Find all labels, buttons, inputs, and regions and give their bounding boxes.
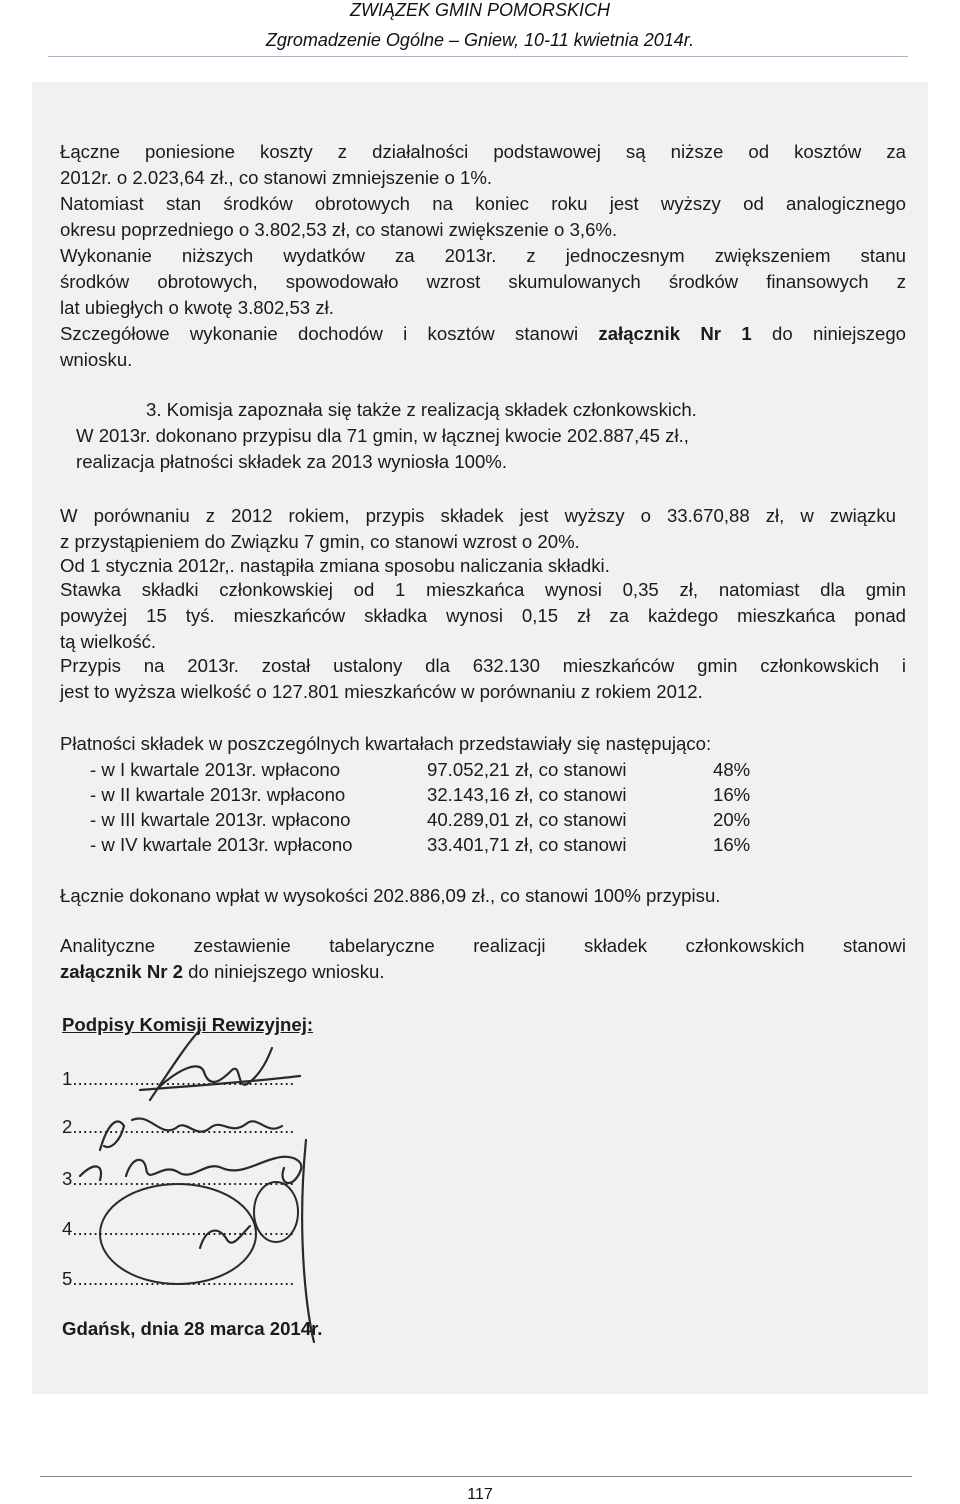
- payment-share: 16%: [713, 784, 751, 805]
- paragraph-text: Natomiast stan środków obrotowych na koniec roku jest wyższy od analogicznego: [60, 193, 906, 214]
- signature-2: [100, 1118, 282, 1150]
- paragraph-text: środków obrotowych, spowodowało wzrost skumulowanych środków finansowych z: [60, 271, 906, 292]
- paragraph-text: wniosku.: [60, 349, 133, 370]
- header-meeting: Zgromadzenie Ogólne – Gniew, 10-11 kwietnia 2014r.: [265, 30, 695, 50]
- paragraph-text: Przypis na 2013r. został ustalony dla 632.130 mieszkańców gmin członkowskich i: [60, 655, 906, 676]
- signatures-heading: Podpisy Komisji Rewizyjnej:: [62, 1014, 314, 1035]
- annex-reference: załącznik Nr 1: [598, 323, 752, 344]
- place-date: Gdańsk, dnia 28 marca 2014r.: [62, 1318, 323, 1339]
- paragraph-text: Łączne poniesione koszty z działalności podstawowej są niższe od kosztów za: [60, 141, 906, 162]
- paragraph-text: załącznik Nr 2 do niniejszego wniosku.: [60, 961, 385, 982]
- header-organization: ZWIĄZEK GMIN POMORSKICH: [349, 0, 610, 20]
- paragraph-text: 2012r. o 2.023,64 zł., co stanowi zmniejszenie o 1%.: [60, 167, 493, 188]
- paragraph-text: realizacja płatności składek za 2013 wyniosła 100%.: [76, 451, 507, 472]
- signature-line: 4...........................................: [62, 1218, 295, 1239]
- stamp-circle: [100, 1184, 256, 1284]
- payment-amount: 33.401,71 zł, co stanowi: [427, 834, 627, 855]
- paragraph-text: W 2013r. dokonano przypisu dla 71 gmin, w łącznej kwocie 202.887,45 zł.,: [76, 425, 689, 446]
- payments-total: Łącznie dokonano wpłat w wysokości 202.886,09 zł., co stanowi 100% przypisu.: [60, 885, 721, 906]
- paragraph-text: z przystąpieniem do Związku 7 gmin, co stanowi wzrost o 20%.: [60, 531, 580, 552]
- payments-intro: Płatności składek w poszczególnych kwartałach przedstawiały się następująco:: [60, 733, 712, 754]
- payment-amount: 32.143,16 zł, co stanowi: [427, 784, 627, 805]
- payment-share: 20%: [713, 809, 751, 830]
- payment-quarter: - w IV kwartale 2013r. wpłacono: [90, 834, 353, 855]
- payment-share: 16%: [713, 834, 751, 855]
- paragraph-text: jest to wyższa wielkość o 127.801 mieszkańców w porównaniu z rokiem 2012.: [60, 681, 703, 702]
- signature-line: 1...........................................: [62, 1068, 295, 1089]
- paragraph-text: W porównaniu z 2012 rokiem, przypis składek jest wyższy o 33.670,88 zł, w związku: [60, 505, 896, 526]
- signature-3: [80, 1157, 301, 1183]
- payment-amount: 40.289,01 zł, co stanowi: [427, 809, 627, 830]
- footer-divider: [40, 1476, 912, 1477]
- payment-quarter: - w I kwartale 2013r. wpłacono: [90, 759, 341, 780]
- signature-line: 5...........................................: [62, 1268, 295, 1289]
- signature-1: [140, 1030, 300, 1100]
- paragraph-text: Od 1 stycznia 2012r,. nastąpiła zmiana sposobu naliczania składki.: [60, 555, 610, 576]
- paragraph-text: okresu poprzedniego o 3.802,53 zł, co stanowi zwiększenie o 3,6%.: [60, 219, 618, 240]
- payment-quarter: - w III kwartale 2013r. wpłacono: [90, 809, 351, 830]
- annex-reference: załącznik Nr 2: [60, 961, 183, 982]
- paragraph-text: lat ubiegłych o kwotę 3.802,53 zł.: [60, 297, 334, 318]
- signature-line: 2...........................................: [62, 1116, 295, 1137]
- signature-line: 3...........................................: [62, 1168, 295, 1189]
- payment-quarter: - w II kwartale 2013r. wpłacono: [90, 784, 346, 805]
- paragraph-text: powyżej 15 tyś. mieszkańców składka wynosi 0,15 zł za każdego mieszkańca ponad: [60, 605, 906, 626]
- paragraph-text: Wykonanie niższych wydatków za 2013r. z jednoczesnym zwiększeniem stanu: [60, 245, 906, 266]
- stamp-small-circle: [254, 1182, 298, 1242]
- signature-4: [200, 1226, 250, 1248]
- paragraph-text: tą wielkość.: [60, 631, 157, 652]
- payment-amount: 97.052,21 zł, co stanowi: [427, 759, 627, 780]
- stamp-line: [302, 1140, 314, 1342]
- paragraph-text: Analityczne zestawienie tabelaryczne realizacji składek członkowskich stanowi: [60, 935, 906, 956]
- page-number: 117: [467, 1486, 493, 1503]
- section-heading: 3. Komisja zapoznała się także z realizacją składek członkowskich.: [146, 399, 697, 420]
- payment-share: 48%: [713, 759, 751, 780]
- paragraph-text: Stawka składki członkowskiej od 1 mieszkańca wynosi 0,35 zł, natomiast dla gmin: [60, 579, 906, 600]
- paragraph-text: Szczegółowe wykonanie dochodów i kosztów stanowi załącznik Nr 1 do niniejszego: [60, 323, 907, 344]
